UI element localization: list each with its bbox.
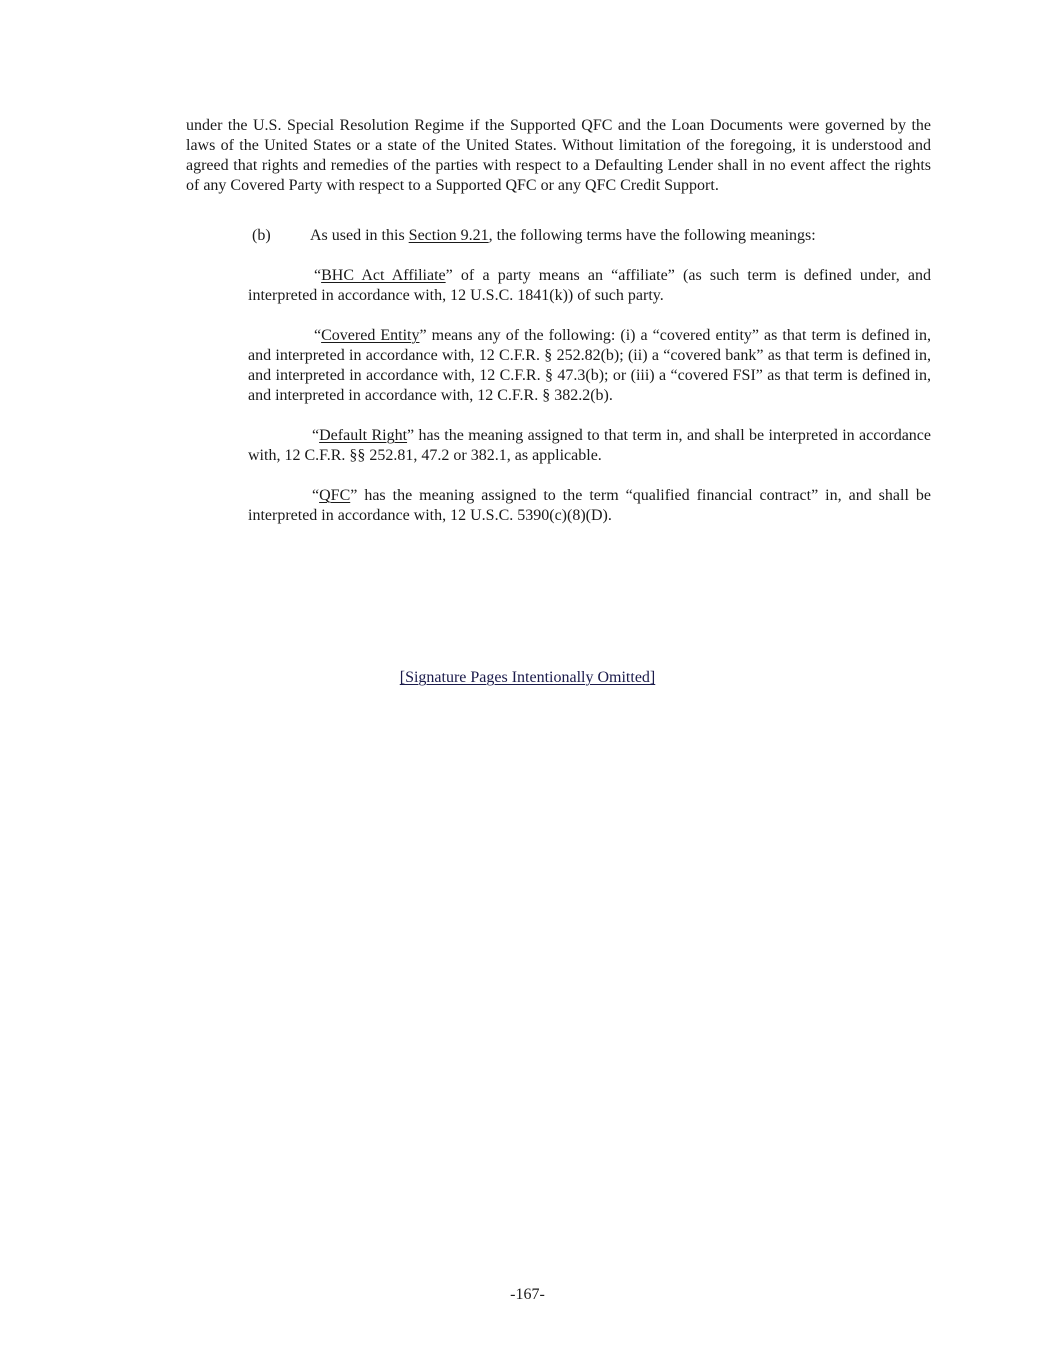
definition-open-quote: “ bbox=[312, 487, 320, 504]
definition-bhc-act-affiliate bbox=[248, 266, 931, 306]
definition-text: ” of a party means an “affiliate” (as such term is defined under, and interpreted in accordance with, 12 U.S.C. 1841(k)) of such party. bbox=[248, 267, 932, 304]
definition-text: ” has the meaning assigned to that term in, and shall be interpreted in accordance with, 12 C.F.R. §§ 252.81, 47.2 or 382.1, as applicable. bbox=[248, 427, 931, 464]
subsection-b bbox=[252, 226, 816, 246]
subsection-label: (b) bbox=[252, 227, 271, 244]
defined-term: QFC bbox=[319, 487, 351, 504]
definition-open-quote: “ bbox=[312, 427, 320, 444]
continuation-paragraph: under the U.S. Special Resolution Regime if the Supported QFC and the Loan Documents were governed by the laws of the United States or a state of the United States. Without limitation of the foregoing, it is understood and agreed that rights and remedies of the parties with respect to a Defaulting Lender shall in no event affect the rights of any Covered Party with respect to a Supported QFC or any QFC Credit Support. bbox=[186, 117, 931, 194]
definition-qfc bbox=[248, 486, 931, 526]
subsection-suffix: , the following terms have the following meanings: bbox=[488, 227, 816, 244]
definition-open-quote: “ bbox=[314, 327, 322, 344]
defined-term: Covered Entity bbox=[321, 327, 420, 344]
signature-pages-link[interactable]: [Signature Pages Intentionally Omitted] bbox=[399, 669, 656, 686]
definition-covered-entity bbox=[248, 326, 931, 406]
defined-term: BHC Act Affiliate bbox=[321, 267, 446, 284]
definition-text: ” means any of the following: (i) a “covered entity” as that term is defined in, and interpreted in accordance with, 12 C.F.R. § 252.82(b); (ii) a “covered bank” as that term is defined in, and interpreted in accordance with, 12 C.F.R. § 47.3(b); or (iii) a “covered FSI” as that term is defined in, and interpreted in accordance with, 12 C.F.R. § 382.2(b). bbox=[248, 327, 931, 404]
signature-pages-note bbox=[0, 668, 1055, 688]
section-reference-link[interactable]: Section 9.21 bbox=[408, 227, 489, 244]
page-number: -167- bbox=[510, 1286, 545, 1303]
defined-term: Default Right bbox=[319, 427, 408, 444]
definition-open-quote: “ bbox=[314, 267, 322, 284]
definition-text: ” has the meaning assigned to the term “qualified financial contract” in, and shall be interpreted in accordance with, 12 U.S.C. 5390(c)(8)(D). bbox=[248, 487, 931, 524]
definition-default-right bbox=[248, 426, 931, 466]
subsection-prefix: As used in this bbox=[310, 227, 409, 244]
